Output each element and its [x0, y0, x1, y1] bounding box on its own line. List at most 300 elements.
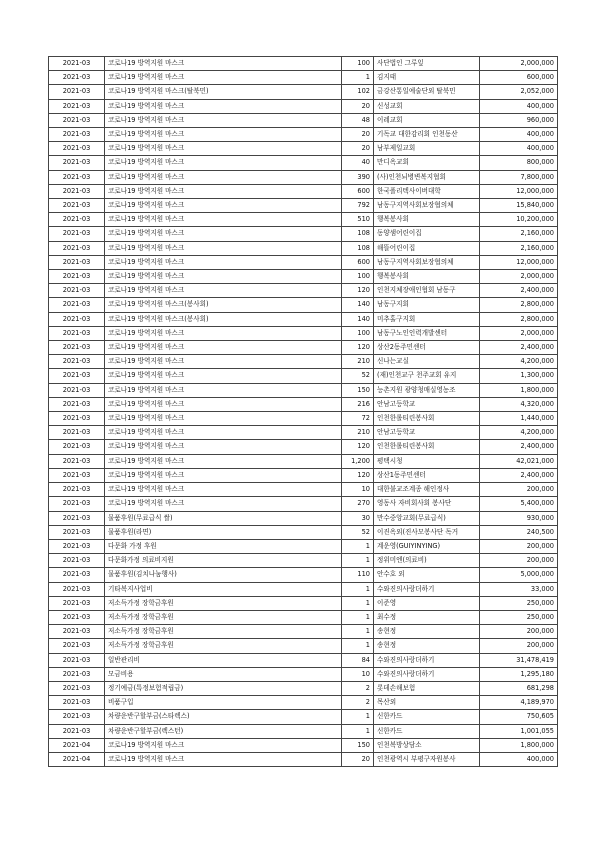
cell-amount: 4,200,000 [480, 426, 558, 440]
cell-quantity: 1,200 [342, 454, 374, 468]
cell-date: 2021-03 [49, 199, 105, 213]
cell-quantity: 100 [342, 326, 374, 340]
cell-date: 2021-03 [49, 284, 105, 298]
cell-recipient: 능촌지원 광양청매실영농조 [374, 383, 480, 397]
table-row [49, 596, 558, 610]
cell-quantity: 600 [342, 255, 374, 269]
cell-item: 물품후원(무료급식 쌀) [105, 511, 342, 525]
cell-recipient: 김지태 [374, 71, 480, 85]
cell-recipient: 동양샘어린이집 [374, 227, 480, 241]
cell-item: 코로나19 방역지원 마스크 [105, 397, 342, 411]
table-row [49, 397, 558, 411]
cell-recipient: 신성교회 [374, 99, 480, 113]
cell-date: 2021-03 [49, 639, 105, 653]
cell-date: 2021-03 [49, 57, 105, 71]
cell-date: 2021-03 [49, 681, 105, 695]
cell-amount: 2,160,000 [480, 241, 558, 255]
table-row [49, 440, 558, 454]
table-row [49, 99, 558, 113]
cell-amount: 1,800,000 [480, 383, 558, 397]
cell-quantity: 40 [342, 156, 374, 170]
cell-recipient: 롯데손해보험 [374, 681, 480, 695]
cell-quantity: 510 [342, 213, 374, 227]
cell-recipient: 남부제일교회 [374, 142, 480, 156]
cell-amount: 7,800,000 [480, 170, 558, 184]
cell-recipient: 계운영(GUIYINYING) [374, 539, 480, 553]
cell-date: 2021-03 [49, 71, 105, 85]
cell-recipient: 인천한롤티린봉사회 [374, 440, 480, 454]
cell-item: 코로나19 방역지원 마스크 [105, 497, 342, 511]
table-row [49, 625, 558, 639]
cell-quantity: 792 [342, 199, 374, 213]
cell-item: 비품구입 [105, 696, 342, 710]
cell-item: 코로나19 방역지원 마스크(봉사회) [105, 312, 342, 326]
cell-quantity: 84 [342, 653, 374, 667]
cell-amount: 600,000 [480, 71, 558, 85]
cell-date: 2021-03 [49, 113, 105, 127]
cell-quantity: 150 [342, 383, 374, 397]
cell-recipient: 대한불교조계종 해인정사 [374, 483, 480, 497]
cell-amount: 2,052,000 [480, 85, 558, 99]
cell-item: 저소득가정 장학금후원 [105, 625, 342, 639]
cell-date: 2021-03 [49, 596, 105, 610]
cell-recipient: 남동구지역사회보장협의체 [374, 199, 480, 213]
cell-amount: 2,160,000 [480, 227, 558, 241]
cell-quantity: 52 [342, 525, 374, 539]
cell-item: 코로나19 방역지원 마스크 [105, 468, 342, 482]
cell-recipient: 최수정 [374, 610, 480, 624]
cell-amount: 200,000 [480, 554, 558, 568]
cell-date: 2021-03 [49, 554, 105, 568]
cell-amount: 12,000,000 [480, 255, 558, 269]
cell-quantity: 120 [342, 341, 374, 355]
table-row [49, 170, 558, 184]
cell-amount: 42,021,000 [480, 454, 558, 468]
table-row [49, 426, 558, 440]
table-row [49, 681, 558, 695]
cell-date: 2021-03 [49, 270, 105, 284]
cell-amount: 2,000,000 [480, 57, 558, 71]
cell-amount: 2,400,000 [480, 440, 558, 454]
cell-item: 차량운반구할부금(렉스턴) [105, 724, 342, 738]
cell-amount: 5,000,000 [480, 568, 558, 582]
cell-quantity: 600 [342, 184, 374, 198]
cell-amount: 4,200,000 [480, 355, 558, 369]
cell-recipient: 남동구노인인력개발센터 [374, 326, 480, 340]
table-row [49, 710, 558, 724]
cell-recipient: 수와진의사랑더하기 [374, 667, 480, 681]
cell-quantity: 1 [342, 639, 374, 653]
cell-date: 2021-03 [49, 653, 105, 667]
cell-amount: 400,000 [480, 128, 558, 142]
cell-recipient: 송현정 [374, 639, 480, 653]
cell-amount: 750,605 [480, 710, 558, 724]
cell-recipient: 인천한롤티린봉사회 [374, 412, 480, 426]
cell-amount: 2,000,000 [480, 270, 558, 284]
cell-date: 2021-03 [49, 355, 105, 369]
cell-item: 정기예금(특정보험적립금) [105, 681, 342, 695]
cell-recipient: 인천복방상담소 [374, 738, 480, 752]
cell-item: 코로나19 방역지원 마스크 [105, 738, 342, 752]
cell-amount: 2,400,000 [480, 468, 558, 482]
cell-date: 2021-03 [49, 483, 105, 497]
cell-recipient: 목산외 [374, 696, 480, 710]
cell-recipient: 안남고등학교 [374, 426, 480, 440]
table-row [49, 213, 558, 227]
table-row [49, 468, 558, 482]
cell-quantity: 20 [342, 128, 374, 142]
cell-recipient: 이레교회 [374, 113, 480, 127]
cell-amount: 1,001,055 [480, 724, 558, 738]
cell-quantity: 140 [342, 312, 374, 326]
cell-item: 코로나19 방역지원 마스크(봉사회) [105, 298, 342, 312]
table-row [49, 57, 558, 71]
cell-date: 2021-03 [49, 170, 105, 184]
table-row [49, 582, 558, 596]
cell-item: 코로나19 방역지원 마스크 [105, 369, 342, 383]
cell-date: 2021-03 [49, 227, 105, 241]
cell-item: 코로나19 방역지원 마스크 [105, 284, 342, 298]
cell-amount: 5,400,000 [480, 497, 558, 511]
table-row [49, 511, 558, 525]
cell-date: 2021-03 [49, 312, 105, 326]
cell-quantity: 108 [342, 227, 374, 241]
cell-amount: 250,000 [480, 596, 558, 610]
table-row [49, 355, 558, 369]
table-row [49, 341, 558, 355]
cell-date: 2021-03 [49, 213, 105, 227]
cell-date: 2021-03 [49, 568, 105, 582]
cell-quantity: 2 [342, 681, 374, 695]
cell-date: 2021-03 [49, 383, 105, 397]
cell-date: 2021-03 [49, 99, 105, 113]
table-row [49, 142, 558, 156]
cell-date: 2021-03 [49, 625, 105, 639]
cell-quantity: 100 [342, 270, 374, 284]
cell-item: 코로나19 방역지원 마스크 [105, 270, 342, 284]
cell-recipient: 송현정 [374, 625, 480, 639]
cell-quantity: 1 [342, 554, 374, 568]
cell-amount: 1,300,000 [480, 369, 558, 383]
cell-recipient: 신나는교실 [374, 355, 480, 369]
cell-quantity: 210 [342, 355, 374, 369]
cell-recipient: 영동사 자비회사회 봉사단 [374, 497, 480, 511]
cell-item: 코로나19 방역지원 마스크 [105, 255, 342, 269]
cell-quantity: 48 [342, 113, 374, 127]
cell-recipient: 한국폴리텍사이버대학 [374, 184, 480, 198]
cell-quantity: 1 [342, 582, 374, 596]
cell-date: 2021-03 [49, 610, 105, 624]
cell-item: 코로나19 방역지원 마스크 [105, 170, 342, 184]
cell-amount: 2,800,000 [480, 298, 558, 312]
cell-amount: 2,400,000 [480, 341, 558, 355]
cell-amount: 681,298 [480, 681, 558, 695]
cell-item: 저소득가정 장학금후원 [105, 610, 342, 624]
cell-amount: 31,478,419 [480, 653, 558, 667]
cell-quantity: 140 [342, 298, 374, 312]
cell-amount: 200,000 [480, 483, 558, 497]
ledger-body [49, 57, 558, 767]
cell-date: 2021-03 [49, 468, 105, 482]
cell-date: 2021-03 [49, 454, 105, 468]
cell-quantity: 102 [342, 85, 374, 99]
cell-recipient: 행복봉사회 [374, 270, 480, 284]
cell-amount: 2,800,000 [480, 312, 558, 326]
cell-date: 2021-03 [49, 298, 105, 312]
cell-recipient: 이준영 [374, 596, 480, 610]
table-row [49, 525, 558, 539]
cell-item: 코로나19 방역지원 마스크 [105, 156, 342, 170]
donation-ledger-table [48, 56, 558, 767]
cell-date: 2021-03 [49, 142, 105, 156]
cell-item: 코로나19 방역지원 마스크 [105, 241, 342, 255]
table-row [49, 326, 558, 340]
cell-date: 2021-03 [49, 426, 105, 440]
table-row [49, 738, 558, 752]
table-row [49, 270, 558, 284]
cell-date: 2021-03 [49, 667, 105, 681]
cell-quantity: 110 [342, 568, 374, 582]
table-row [49, 199, 558, 213]
cell-amount: 2,400,000 [480, 284, 558, 298]
cell-amount: 33,000 [480, 582, 558, 596]
cell-quantity: 1 [342, 539, 374, 553]
cell-quantity: 1 [342, 710, 374, 724]
cell-item: 일반관리비 [105, 653, 342, 667]
cell-date: 2021-03 [49, 696, 105, 710]
cell-item: 코로나19 방역지원 마스크 [105, 128, 342, 142]
table-row [49, 383, 558, 397]
cell-quantity: 1 [342, 610, 374, 624]
table-row [49, 724, 558, 738]
cell-amount: 200,000 [480, 639, 558, 653]
cell-quantity: 10 [342, 483, 374, 497]
cell-recipient: 수와진의사랑더하기 [374, 653, 480, 667]
cell-recipient: 평택시청 [374, 454, 480, 468]
cell-date: 2021-03 [49, 156, 105, 170]
table-row [49, 113, 558, 127]
cell-amount: 400,000 [480, 142, 558, 156]
cell-date: 2021-03 [49, 412, 105, 426]
cell-quantity: 100 [342, 57, 374, 71]
cell-item: 코로나19 방역지원 마스크 [105, 184, 342, 198]
cell-recipient: 해뜰어린이집 [374, 241, 480, 255]
cell-date: 2021-03 [49, 341, 105, 355]
cell-amount: 400,000 [480, 752, 558, 766]
cell-amount: 10,200,000 [480, 213, 558, 227]
cell-quantity: 20 [342, 99, 374, 113]
cell-item: 코로나19 방역지원 마스크 [105, 355, 342, 369]
cell-item: 코로나19 방역지원 마스크 [105, 142, 342, 156]
cell-recipient: 신한카드 [374, 710, 480, 724]
table-row [49, 667, 558, 681]
table-row [49, 696, 558, 710]
cell-quantity: 1 [342, 596, 374, 610]
cell-item: 코로나19 방역지원 마스크 [105, 341, 342, 355]
cell-item: 저소득가정 장학금후원 [105, 596, 342, 610]
cell-recipient: 수와진의사랑더하기 [374, 582, 480, 596]
cell-date: 2021-03 [49, 582, 105, 596]
cell-quantity: 1 [342, 71, 374, 85]
cell-date: 2021-03 [49, 440, 105, 454]
cell-recipient: (재)인천교구 천주교회 유지 [374, 369, 480, 383]
cell-date: 2021-03 [49, 397, 105, 411]
cell-quantity: 150 [342, 738, 374, 752]
cell-quantity: 30 [342, 511, 374, 525]
table-row [49, 483, 558, 497]
cell-date: 2021-03 [49, 184, 105, 198]
cell-item: 코로나19 방역지원 마스크 [105, 454, 342, 468]
cell-quantity: 20 [342, 142, 374, 156]
cell-item: 코로나19 방역지원 마스크 [105, 57, 342, 71]
cell-recipient: 정위미엔(의료비) [374, 554, 480, 568]
cell-quantity: 1 [342, 724, 374, 738]
cell-amount: 4,320,000 [480, 397, 558, 411]
cell-item: 기타복지사업비 [105, 582, 342, 596]
cell-recipient: 이진옥외(진사모봉사단 독거 [374, 525, 480, 539]
cell-item: 코로나19 방역지원 마스크 [105, 71, 342, 85]
cell-recipient: 남동구지회 [374, 298, 480, 312]
cell-recipient: 남동구지역사회보장협의체 [374, 255, 480, 269]
cell-recipient: 사단법인 그루잎 [374, 57, 480, 71]
cell-date: 2021-03 [49, 497, 105, 511]
cell-quantity: 120 [342, 284, 374, 298]
cell-amount: 2,000,000 [480, 326, 558, 340]
cell-amount: 930,000 [480, 511, 558, 525]
cell-item: 코로나19 방역지원 마스크(탈북민) [105, 85, 342, 99]
cell-item: 저소득가정 장학금후원 [105, 639, 342, 653]
cell-recipient: 안수호 외 [374, 568, 480, 582]
cell-item: 코로나19 방역지원 마스크 [105, 199, 342, 213]
cell-item: 차량운반구할부금(스타렉스) [105, 710, 342, 724]
cell-amount: 15,840,000 [480, 199, 558, 213]
cell-recipient: 금강산통일예술단외 탈북민 [374, 85, 480, 99]
cell-item: 코로나19 방역지원 마스크 [105, 440, 342, 454]
table-row [49, 284, 558, 298]
table-row [49, 568, 558, 582]
cell-item: 코로나19 방역지원 마스크 [105, 213, 342, 227]
cell-recipient: 안남고등학교 [374, 397, 480, 411]
cell-recipient: 신한카드 [374, 724, 480, 738]
cell-date: 2021-03 [49, 241, 105, 255]
cell-amount: 960,000 [480, 113, 558, 127]
table-row [49, 610, 558, 624]
cell-amount: 4,189,970 [480, 696, 558, 710]
cell-date: 2021-03 [49, 724, 105, 738]
table-row [49, 184, 558, 198]
cell-amount: 250,000 [480, 610, 558, 624]
table-row [49, 241, 558, 255]
cell-quantity: 390 [342, 170, 374, 184]
cell-recipient: 상산1동주민센터 [374, 468, 480, 482]
cell-item: 코로나19 방역지원 마스크 [105, 113, 342, 127]
cell-item: 다문화 가정 후원 [105, 539, 342, 553]
cell-recipient: (사)인천뇌병변복지협회 [374, 170, 480, 184]
cell-item: 코로나19 방역지원 마스크 [105, 326, 342, 340]
cell-recipient: 만수중앙교회(무료급식) [374, 511, 480, 525]
cell-amount: 12,000,000 [480, 184, 558, 198]
cell-quantity: 1 [342, 625, 374, 639]
cell-item: 코로나19 방역지원 마스크 [105, 99, 342, 113]
cell-recipient: 미추홀구지회 [374, 312, 480, 326]
cell-date: 2021-03 [49, 525, 105, 539]
cell-item: 물품후원(김치나눔행사) [105, 568, 342, 582]
cell-recipient: 인천지체장애인협회 남동구 [374, 284, 480, 298]
table-row [49, 85, 558, 99]
cell-recipient: 기독교 대한감리회 인천동산 [374, 128, 480, 142]
table-row [49, 71, 558, 85]
cell-date: 2021-03 [49, 369, 105, 383]
table-row [49, 312, 558, 326]
cell-date: 2021-03 [49, 511, 105, 525]
cell-date: 2021-03 [49, 128, 105, 142]
table-row [49, 497, 558, 511]
cell-item: 코로나19 방역지원 마스크 [105, 426, 342, 440]
cell-amount: 400,000 [480, 99, 558, 113]
cell-amount: 200,000 [480, 625, 558, 639]
table-row [49, 639, 558, 653]
cell-quantity: 270 [342, 497, 374, 511]
cell-amount: 800,000 [480, 156, 558, 170]
cell-recipient: 만디옥교회 [374, 156, 480, 170]
table-row [49, 128, 558, 142]
cell-quantity: 120 [342, 440, 374, 454]
cell-date: 2021-03 [49, 85, 105, 99]
cell-amount: 200,000 [480, 539, 558, 553]
cell-date: 2021-04 [49, 752, 105, 766]
cell-amount: 1,440,000 [480, 412, 558, 426]
cell-amount: 240,500 [480, 525, 558, 539]
cell-item: 코로나19 방역지원 마스크 [105, 483, 342, 497]
cell-quantity: 120 [342, 468, 374, 482]
cell-recipient: 상산2동주민센터 [374, 341, 480, 355]
table-row [49, 454, 558, 468]
table-row [49, 298, 558, 312]
table-row [49, 156, 558, 170]
table-row [49, 539, 558, 553]
table-row [49, 255, 558, 269]
cell-item: 다문화가정 의료비지원 [105, 554, 342, 568]
cell-date: 2021-03 [49, 710, 105, 724]
table-row [49, 653, 558, 667]
cell-item: 코로나19 방역지원 마스크 [105, 412, 342, 426]
cell-date: 2021-03 [49, 326, 105, 340]
cell-quantity: 72 [342, 412, 374, 426]
cell-amount: 1,800,000 [480, 738, 558, 752]
cell-quantity: 216 [342, 397, 374, 411]
cell-quantity: 10 [342, 667, 374, 681]
table-row [49, 227, 558, 241]
cell-item: 코로나19 방역지원 마스크 [105, 752, 342, 766]
table-row [49, 412, 558, 426]
cell-date: 2021-03 [49, 539, 105, 553]
cell-item: 코로나19 방역지원 마스크 [105, 383, 342, 397]
cell-quantity: 2 [342, 696, 374, 710]
cell-item: 물품후원(라면) [105, 525, 342, 539]
cell-item: 모금비용 [105, 667, 342, 681]
table-row [49, 369, 558, 383]
cell-date: 2021-03 [49, 255, 105, 269]
cell-quantity: 210 [342, 426, 374, 440]
table-row [49, 554, 558, 568]
table-row [49, 752, 558, 766]
cell-quantity: 108 [342, 241, 374, 255]
cell-quantity: 52 [342, 369, 374, 383]
cell-date: 2021-04 [49, 738, 105, 752]
cell-recipient: 인천광역시 부평구자원봉사 [374, 752, 480, 766]
cell-recipient: 행복봉사회 [374, 213, 480, 227]
cell-item: 코로나19 방역지원 마스크 [105, 227, 342, 241]
